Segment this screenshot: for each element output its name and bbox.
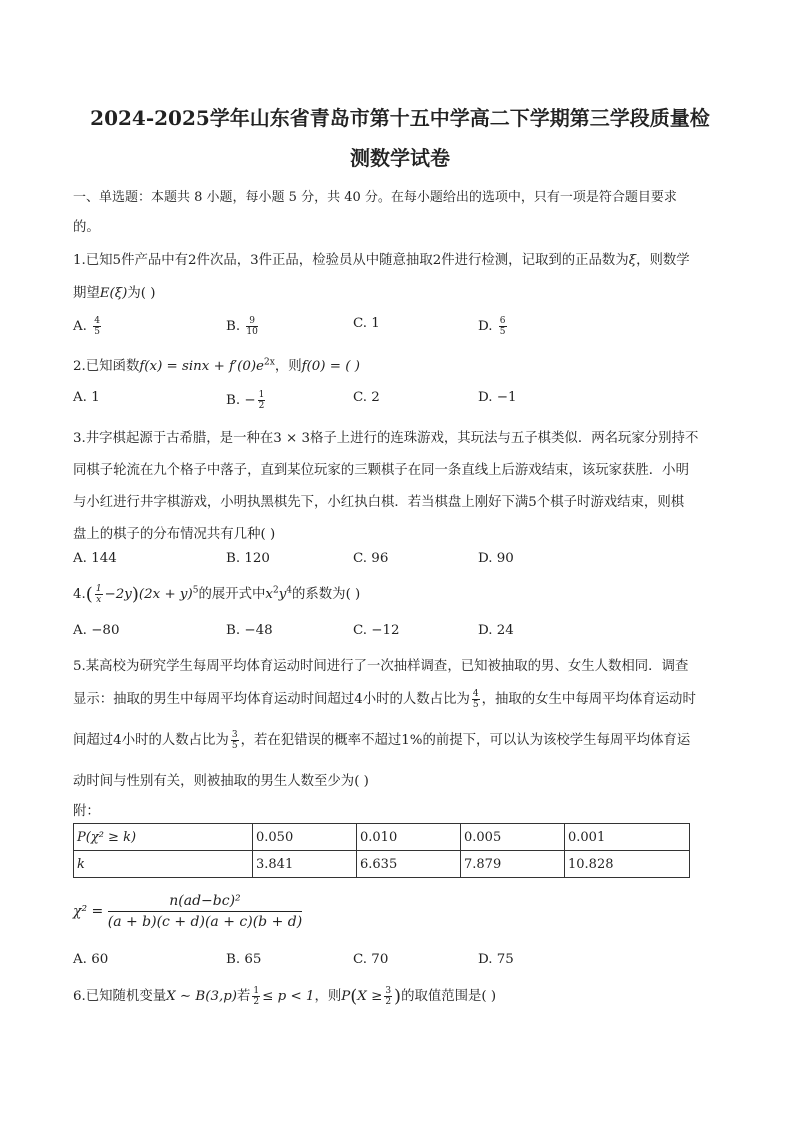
option-value: 65 [244,952,262,967]
denominator: 5 [499,327,506,337]
q4-option-b[interactable] [226,623,273,638]
q5-line-1: 5.某高校为研究学生每周平均体育运动时间进行了一次抽样调查，已知被抽取的男、女生人数相同．调查 [73,659,689,674]
option-value: 1 [91,390,100,405]
q1-option-c[interactable] [353,316,380,331]
q3-option-d[interactable] [478,551,514,566]
option-sign: − [244,393,256,408]
q1-options [73,316,723,338]
q5-option-c[interactable] [353,952,388,967]
option-label: A. [73,390,87,405]
q3-line-2: 同棋子轮流在九个格子中落子，直到某位玩家的三颗棋子在同一条直线上后游戏结束，该玩家获胜．小明 [73,463,689,478]
q6-condition: ≤ p < 1 [262,989,315,1004]
q1-xi: ξ [628,253,637,268]
option-label: D. [478,319,493,334]
numerator: 1 [258,390,265,400]
numerator: 6 [499,316,506,326]
q4-y: y [278,587,287,602]
option-label: C. [353,551,368,566]
formula-numerator: n(ad−bc)² [108,893,302,912]
q3-option-c[interactable] [353,551,388,566]
q1-text-c: 期望 [73,286,100,301]
denominator: 2 [385,997,392,1007]
option-label: C. [353,316,368,331]
q6-prob: P [341,989,351,1004]
q5-option-d[interactable] [478,952,514,967]
numerator: 1 [95,584,102,594]
q2-ask: f(0) = ( ) [301,359,360,374]
right-paren: ) [131,584,139,605]
option-label: A. [73,623,87,638]
q2-text-b: ，则 [274,359,302,374]
fraction [231,730,239,751]
denominator: x [96,595,102,605]
option-value: 90 [496,551,514,566]
q5-line-3 [73,729,690,751]
option-label: C. [353,952,368,967]
q4-option-a[interactable] [73,623,119,638]
q5-text-c: 间超过4小时的人数占比为 [73,733,229,748]
option-label: C. [353,390,368,405]
option-label: A. [73,952,87,967]
numerator: 4 [472,689,479,699]
option-label: B. [226,393,241,408]
table-cell: k [74,851,253,878]
formula-fraction [108,893,302,930]
q4-number: 4. [73,587,86,602]
numerator: 3 [385,986,392,996]
q2-line [73,355,360,374]
table-cell: 3.841 [253,851,357,878]
option-label: D. [478,551,493,566]
numerator: 3 [231,730,238,740]
chi-square-formula [73,893,302,930]
fraction [93,316,101,337]
table-cell: 7.879 [461,851,565,878]
table-cell: 6.635 [357,851,461,878]
option-label: C. [353,623,368,638]
table-row [74,851,690,878]
denominator: 5 [94,327,100,337]
denominator: 2 [258,401,265,411]
option-label: D. [478,623,493,638]
q1-text-d: 为( ) [127,286,156,301]
option-value: 144 [91,551,117,566]
q2-option-c[interactable] [353,390,380,405]
section-header-line-2: 的。 [73,220,100,235]
q4-x: x [265,587,273,602]
q2-option-a[interactable] [73,390,100,405]
q1-line-1 [73,249,690,268]
fraction [384,986,392,1007]
numerator: 4 [94,316,100,326]
q6-text-d: 的取值范围是( ) [401,989,497,1004]
option-label: B. [226,551,241,566]
q4-option-d[interactable] [478,623,514,638]
q1-option-b[interactable] [226,316,260,337]
fraction [95,584,103,605]
option-value: −48 [244,623,273,638]
option-value: −80 [91,623,120,638]
q6-distribution: X ∼ B(3,p) [166,989,238,1004]
left-paren: ( [85,584,93,605]
fraction [499,316,507,337]
q3-options [73,551,723,573]
q3-option-b[interactable] [226,551,270,566]
option-value: 96 [371,551,389,566]
q6-text-a: 6.已知随机变量 [73,989,167,1004]
option-label: B. [226,952,241,967]
option-label: A. [73,319,87,334]
q4-text-b: 的系数为( ) [292,587,361,602]
critical-value-table [73,823,690,878]
q6-text-b: 若 [237,989,251,1004]
q5-attach: 附： [73,804,100,819]
q4-x-exp: 2 [272,585,279,596]
q2-options [73,390,723,412]
option-label: A. [73,551,87,566]
q4-option-c[interactable] [353,623,400,638]
q1-option-a[interactable] [73,316,103,337]
title-line-1: 2024-2025学年山东省青岛市第十五中学高二下学期第三学段质量检 [90,106,710,130]
q4-text-a: 的展开式中 [198,587,266,602]
q4-y-exp: 4 [286,585,293,596]
table-cell: 0.050 [253,824,357,851]
q5-options [73,952,723,974]
numerator: 9 [246,316,257,327]
q1-text-b: ，则数学 [636,253,690,268]
option-value: 120 [244,551,270,566]
q6-text-c: ，则 [314,989,342,1004]
title-line-2: 测数学试卷 [350,146,450,170]
table-cell: 0.005 [461,824,565,851]
q2-function: f(x) = sinx + f′(0)e [139,359,264,374]
fraction [246,316,257,337]
fraction [258,390,266,411]
q2-option-d[interactable] [478,390,517,405]
q1-expectation: E(ξ) [99,286,128,301]
option-value: 70 [371,952,389,967]
option-label: B. [226,319,241,334]
option-value: 60 [91,952,109,967]
denominator: 5 [472,700,479,710]
fraction [252,986,260,1007]
option-value: 24 [496,623,514,638]
table-cell: 0.010 [357,824,461,851]
q3-line-4: 盘上的棋子的分布情况共有几种( ) [73,527,276,542]
formula-lhs: χ² = [73,903,104,920]
q5-line-4: 动时间与性别有关，则被抽取的男生人数至少为( ) [73,774,369,789]
q2-exponent: 2x [264,357,275,368]
q2-text-a: 2.已知函数 [73,359,140,374]
table-cell: 0.001 [565,824,690,851]
formula-denominator: (a + b)(c + d)(a + c)(b + d) [107,914,303,930]
q1-line-2 [73,282,156,301]
q5-option-a[interactable] [73,952,108,967]
q4-exponent: 5 [192,585,199,596]
q3-line-1: 3.井字棋起源于古希腊，是一种在3 × 3格子上进行的连珠游戏，其玩法与五子棋类似．两名玩家分别持不 [73,431,699,446]
q6-line [73,985,496,1007]
option-value: −1 [496,390,517,405]
q6-prob-inner: X ≥ [357,989,383,1004]
q3-option-a[interactable] [73,551,117,566]
option-value: 2 [371,390,380,405]
exam-title [70,98,730,178]
option-label: B. [226,623,241,638]
q2-option-b[interactable] [226,390,267,411]
table-cell: 10.828 [565,851,690,878]
q5-text-d: ，若在犯错误的概率不超过1%的前提下，可以认为该校学生每周平均体育运 [240,733,691,748]
denominator: 5 [231,741,238,751]
option-label: D. [478,952,493,967]
fraction [472,689,480,710]
q4-term: −2y [104,587,132,602]
q5-text-a: 显示：抽取的男生中每周平均体育运动时间超过4小时的人数占比为 [73,692,470,707]
q5-line-2 [73,688,696,710]
right-paren: ) [394,986,402,1007]
option-label: D. [478,390,493,405]
numerator: 1 [253,986,260,996]
q5-text-b: ，抽取的女生中每周平均体育运动时 [481,692,696,707]
option-value: 1 [371,316,380,331]
q1-option-d[interactable] [478,316,509,337]
q3-line-3: 与小红进行井字棋游戏，小明执黑棋先下，小红执白棋．若当棋盘上刚好下满5个棋子时游戏结束，则棋 [73,495,685,510]
q1-text-a: 1.已知5件产品中有2件次品，3件正品，检验员从中随意抽取2件进行检测，记取到的正品数为 [73,253,629,268]
q4-binomial: (2x + y) [138,587,193,602]
q4-line [73,583,360,605]
left-paren: ( [350,986,358,1007]
table-cell: P(χ² ≥ k) [74,824,253,851]
option-value: −12 [371,623,400,638]
table-row [74,824,690,851]
option-value: 75 [496,952,514,967]
denominator: 2 [253,997,260,1007]
q5-option-b[interactable] [226,952,261,967]
denominator: 10 [246,327,258,337]
q4-options [73,623,723,645]
section-header-line-1: 一、单选题：本题共 8 小题，每小题 5 分，共 40 分。在每小题给出的选项中，只有一项是符合题目要求 [73,190,677,205]
